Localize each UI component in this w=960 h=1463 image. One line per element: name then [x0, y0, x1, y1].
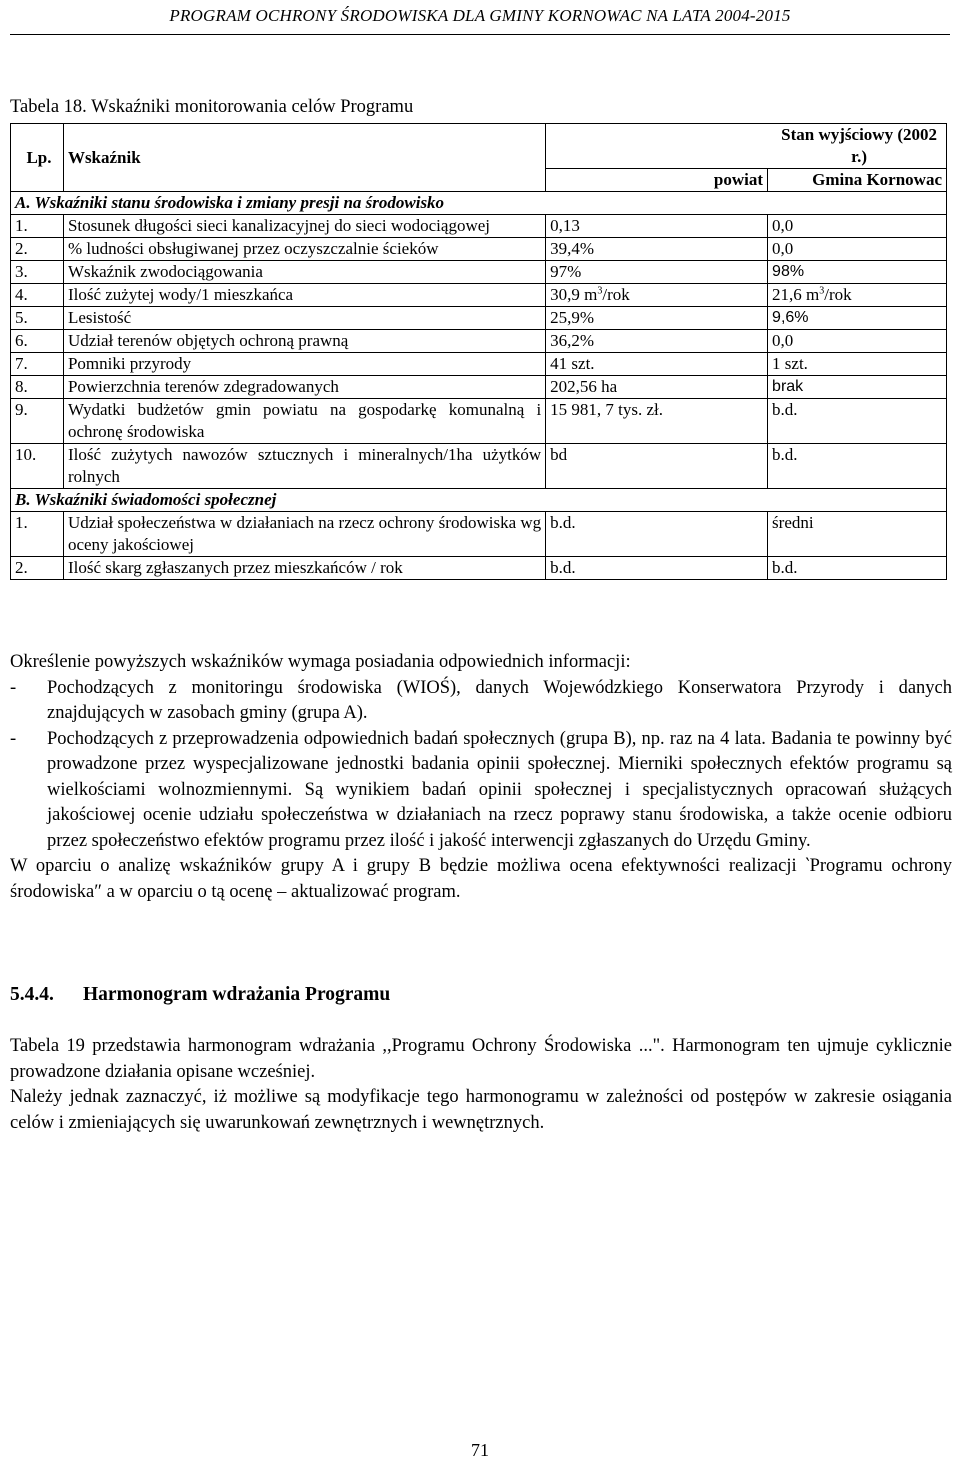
section-a-row — [11, 192, 947, 215]
bullet-dash: - — [10, 677, 17, 698]
row-lp: 1. — [11, 215, 64, 238]
table-row — [11, 330, 947, 353]
row-indicator: Ilość zużytych nawozów sztucznych i mineralnych/1ha użytków rolnych — [63, 444, 545, 489]
row-lp: 6. — [11, 330, 64, 353]
row-indicator: Pomniki przyrody — [63, 353, 545, 376]
row-gmina-value: średni — [768, 512, 947, 557]
row-powiat-value: 97% — [546, 261, 768, 284]
row-indicator: Ilość skarg zgłaszanych przez mieszkańców / rok — [63, 557, 545, 580]
section-b-row — [11, 489, 947, 512]
table-header-row — [11, 124, 947, 169]
row-powiat-value: bd — [546, 444, 768, 489]
row-lp: 1. — [11, 512, 64, 557]
row-powiat-value: b.d. — [546, 557, 768, 580]
row-gmina-value: 0,0 — [768, 215, 947, 238]
row-gmina-value: 9,6% — [768, 307, 947, 330]
unit-exponent: 3 — [819, 285, 825, 297]
row-powiat-value: 36,2% — [546, 330, 768, 353]
row-lp: 8. — [11, 376, 64, 399]
row-gmina-value — [768, 284, 947, 307]
bullet-dash: - — [10, 728, 17, 749]
column-header-indicator: Wskaźnik — [63, 124, 545, 192]
row-gmina-value: b.d. — [768, 444, 947, 489]
table-row — [11, 512, 947, 557]
column-header-baseline: Stan wyjściowy (2002 r.) — [546, 124, 947, 169]
row-indicator: Stosunek długości sieci kanalizacyjnej do sieci wodociągowej — [63, 215, 545, 238]
row-indicator: Udział społeczeństwa w działaniach na rzecz ochrony środowiska wg oceny jakościowej — [63, 512, 545, 557]
table-row — [11, 444, 947, 489]
table-row — [11, 376, 947, 399]
row-lp: 5. — [11, 307, 64, 330]
row-gmina-value: b.d. — [768, 557, 947, 580]
unit-suffix: /rok — [602, 285, 630, 304]
row-gmina-value: b.d. — [768, 399, 947, 444]
row-indicator: Udział terenów objętych ochroną prawną — [63, 330, 545, 353]
row-powiat-value: 202,56 ha — [546, 376, 768, 399]
table-row — [11, 215, 947, 238]
intro-paragraph: Określenie powyższych wskaźników wymaga posiadania odpowiednich informacji: — [10, 652, 631, 672]
row-powiat-value: 0,13 — [546, 215, 768, 238]
table-row — [11, 284, 947, 307]
row-lp: 9. — [11, 399, 64, 444]
section-a-title: A. Wskaźniki stanu środowiska i zmiany presji na środowisko — [11, 192, 947, 215]
row-powiat-value: 15 981, 7 tys. zł. — [546, 399, 768, 444]
row-lp: 7. — [11, 353, 64, 376]
indicator-requirements-text — [10, 650, 952, 905]
schedule-text — [10, 1034, 952, 1136]
row-gmina-value: 0,0 — [768, 238, 947, 261]
list-item — [10, 676, 952, 727]
section-number: 5.4.4. — [10, 984, 54, 1005]
value-text: 21,6 m — [772, 285, 820, 304]
column-header-lp: Lp. — [11, 124, 64, 192]
unit-suffix: /rok — [824, 285, 852, 304]
unit-exponent: 3 — [597, 285, 603, 297]
schedule-paragraph-1: Tabela 19 przedstawia harmonogram wdrażania ,,Programu Ochrony Środowiska ...". Harmonogram ten ujmuje cyklicznie prowadzone działania opisane wcześniej. — [10, 1036, 952, 1082]
column-header-gmina: Gmina Kornowac — [768, 169, 947, 192]
row-lp: 3. — [11, 261, 64, 284]
row-indicator: Wskaźnik zwodociągowania — [63, 261, 545, 284]
section-b-title: B. Wskaźniki świadomości społecznej — [11, 489, 947, 512]
row-gmina-value: 0,0 — [768, 330, 947, 353]
row-lp: 10. — [11, 444, 64, 489]
row-indicator: % ludności obsługiwanej przez oczyszczalnie ścieków — [63, 238, 545, 261]
row-indicator: Ilość zużytej wody/1 mieszkańca — [63, 284, 545, 307]
row-gmina-value: brak — [768, 376, 947, 399]
header-divider — [10, 34, 950, 35]
list-item — [10, 727, 952, 855]
schedule-paragraph-2: Należy jednak zaznaczyć, iż możliwe są modyfikacje tego harmonogramu w zależności od postępów w zakresie osiągania celów i zmieniających się uwarunkowań zewnętrznych i wewnętrznych. — [10, 1087, 952, 1133]
bullet-text-group-a: Pochodzących z monitoringu środowiska (WIOŚ), danych Wojewódzkiego Konserwatora Przyrody i danych znajdujących w zasobach gminy (grupa A). — [47, 677, 952, 723]
table-row — [11, 399, 947, 444]
conclusion-paragraph: W oparciu o analizę wskaźników grupy A i grupy B będzie możliwa ocena efektywności realizacji ‵Programu ochrony środowiska″ a w oparciu o tą ocenę – aktualizować program. — [10, 856, 952, 902]
table-row — [11, 557, 947, 580]
row-lp: 4. — [11, 284, 64, 307]
table-row — [11, 238, 947, 261]
row-lp: 2. — [11, 238, 64, 261]
row-powiat-value: b.d. — [546, 512, 768, 557]
table-caption: Tabela 18. Wskaźniki monitorowania celów Programu — [10, 97, 414, 117]
row-powiat-value: 25,9% — [546, 307, 768, 330]
bullet-text-group-b: Pochodzących z przeprowadzenia odpowiednich badań społecznych (grupa B), np. raz na 4 lata. Badania te powinny być prowadzone przez wyspecjalizowane jednostki badania opinii społecznej. Mierniki społecznych efektów programu są wielkościami wolnozmiennymi. Są wynikiem badań opinii społecznej i specjalistycznych opracowań służących jakościowej ocenie udziału społeczeństwa w działaniach na rzecz poprawy stanu środowiska, a także ocenie odbioru przez społeczeństwo efektów programu przez ilość i jakość interwencji zgłaszanych do Urzędu Gminy. — [47, 728, 952, 851]
value-text: 30,9 m — [550, 285, 598, 304]
table-row — [11, 261, 947, 284]
row-powiat-value: 41 szt. — [546, 353, 768, 376]
row-indicator: Wydatki budżetów gmin powiatu na gospodarkę komunalną i ochronę środowiska — [63, 399, 545, 444]
row-lp: 2. — [11, 557, 64, 580]
section-heading — [10, 984, 390, 1006]
row-powiat-value — [546, 284, 768, 307]
indicators-table — [10, 123, 947, 580]
page-header: PROGRAM OCHRONY ŚRODOWISKA DLA GMINY KORNOWAC NA LATA 2004-2015 — [169, 6, 791, 25]
row-indicator: Powierzchnia terenów zdegradowanych — [63, 376, 545, 399]
row-powiat-value: 39,4% — [546, 238, 768, 261]
section-title: Harmonogram wdrażania Programu — [83, 984, 391, 1005]
table-row — [11, 307, 947, 330]
row-gmina-value: 1 szt. — [768, 353, 947, 376]
column-header-powiat: powiat — [546, 169, 768, 192]
row-indicator: Lesistość — [63, 307, 545, 330]
row-gmina-value: 98% — [768, 261, 947, 284]
page-number: 71 — [471, 1440, 489, 1460]
table-row — [11, 353, 947, 376]
